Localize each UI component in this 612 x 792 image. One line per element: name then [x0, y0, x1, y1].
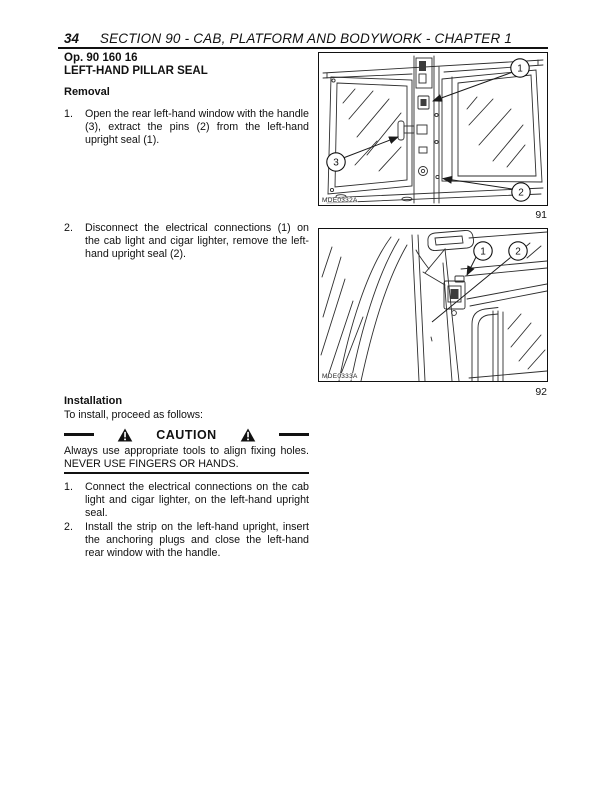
installation-heading: Installation	[64, 395, 123, 407]
step-text: Open the rear left-hand window with the handle (3), extract the pins (2) from the left-hand upright seal (1).	[85, 108, 309, 146]
installation-intro: To install, proceed as follows:	[64, 409, 204, 421]
caution-header	[64, 427, 309, 442]
callout-1-number: 1	[517, 63, 523, 75]
step-number: 1.	[64, 108, 73, 120]
figure-number: 91	[535, 209, 547, 221]
operation-code: Op. 90 160 16	[64, 52, 138, 64]
removal-step-1	[64, 108, 309, 146]
caution-divider-line	[279, 433, 309, 435]
callout-leader-arrows	[345, 73, 513, 190]
callout-2-number: 2	[515, 246, 521, 258]
section-header-title: SECTION 90 - CAB, PLATFORM AND BODYWORK - CHAPTER 1	[99, 31, 513, 46]
figure-number: 92	[535, 386, 547, 398]
pillar-exterior-drawing	[319, 53, 547, 205]
figure-code-label: MDE0333A	[322, 373, 358, 380]
caution-bottom-rule	[64, 472, 309, 474]
operation-title: LEFT-HAND PILLAR SEAL	[64, 65, 208, 77]
figure-91	[318, 52, 548, 206]
callout-3-number: 3	[333, 157, 339, 169]
installation-step-1	[64, 481, 309, 519]
installation-step-2	[64, 521, 309, 559]
step-text: Install the strip on the left-hand upright, insert the anchoring plugs and close the left-hand rear window with the handle.	[85, 521, 309, 559]
figure-code-label: MDE0332A	[322, 197, 358, 204]
step-text: Connect the electrical connections on the cab light and cigar lighter, on the left-hand upright seal.	[85, 481, 309, 519]
callout-1-number: 1	[480, 246, 486, 258]
step-text: Disconnect the electrical connections (1) on the cab light and cigar lighter, remove the left-hand upright seal (2).	[85, 222, 309, 260]
page-number: 34	[64, 31, 80, 46]
warning-icon	[240, 428, 256, 442]
header-rule	[58, 47, 548, 49]
caution-label: CAUTION	[156, 427, 217, 442]
caution-text	[64, 445, 309, 471]
pillar-interior-drawing	[319, 229, 547, 381]
callout-badges	[474, 242, 527, 260]
figure-92	[318, 228, 548, 382]
caution-text-line: Always use appropriate tools to align fixing holes.	[64, 445, 309, 457]
callout-badges	[327, 59, 530, 201]
caution-divider-line	[64, 433, 94, 435]
warning-icon	[117, 428, 133, 442]
callout-2-number: 2	[518, 187, 524, 199]
step-number: 1.	[64, 481, 73, 493]
caution-text-line: NEVER USE FINGERS OR HANDS.	[64, 457, 239, 470]
step-number: 2.	[64, 521, 73, 533]
step-number: 2.	[64, 222, 73, 234]
removal-heading: Removal	[64, 86, 110, 98]
removal-step-2	[64, 222, 309, 260]
